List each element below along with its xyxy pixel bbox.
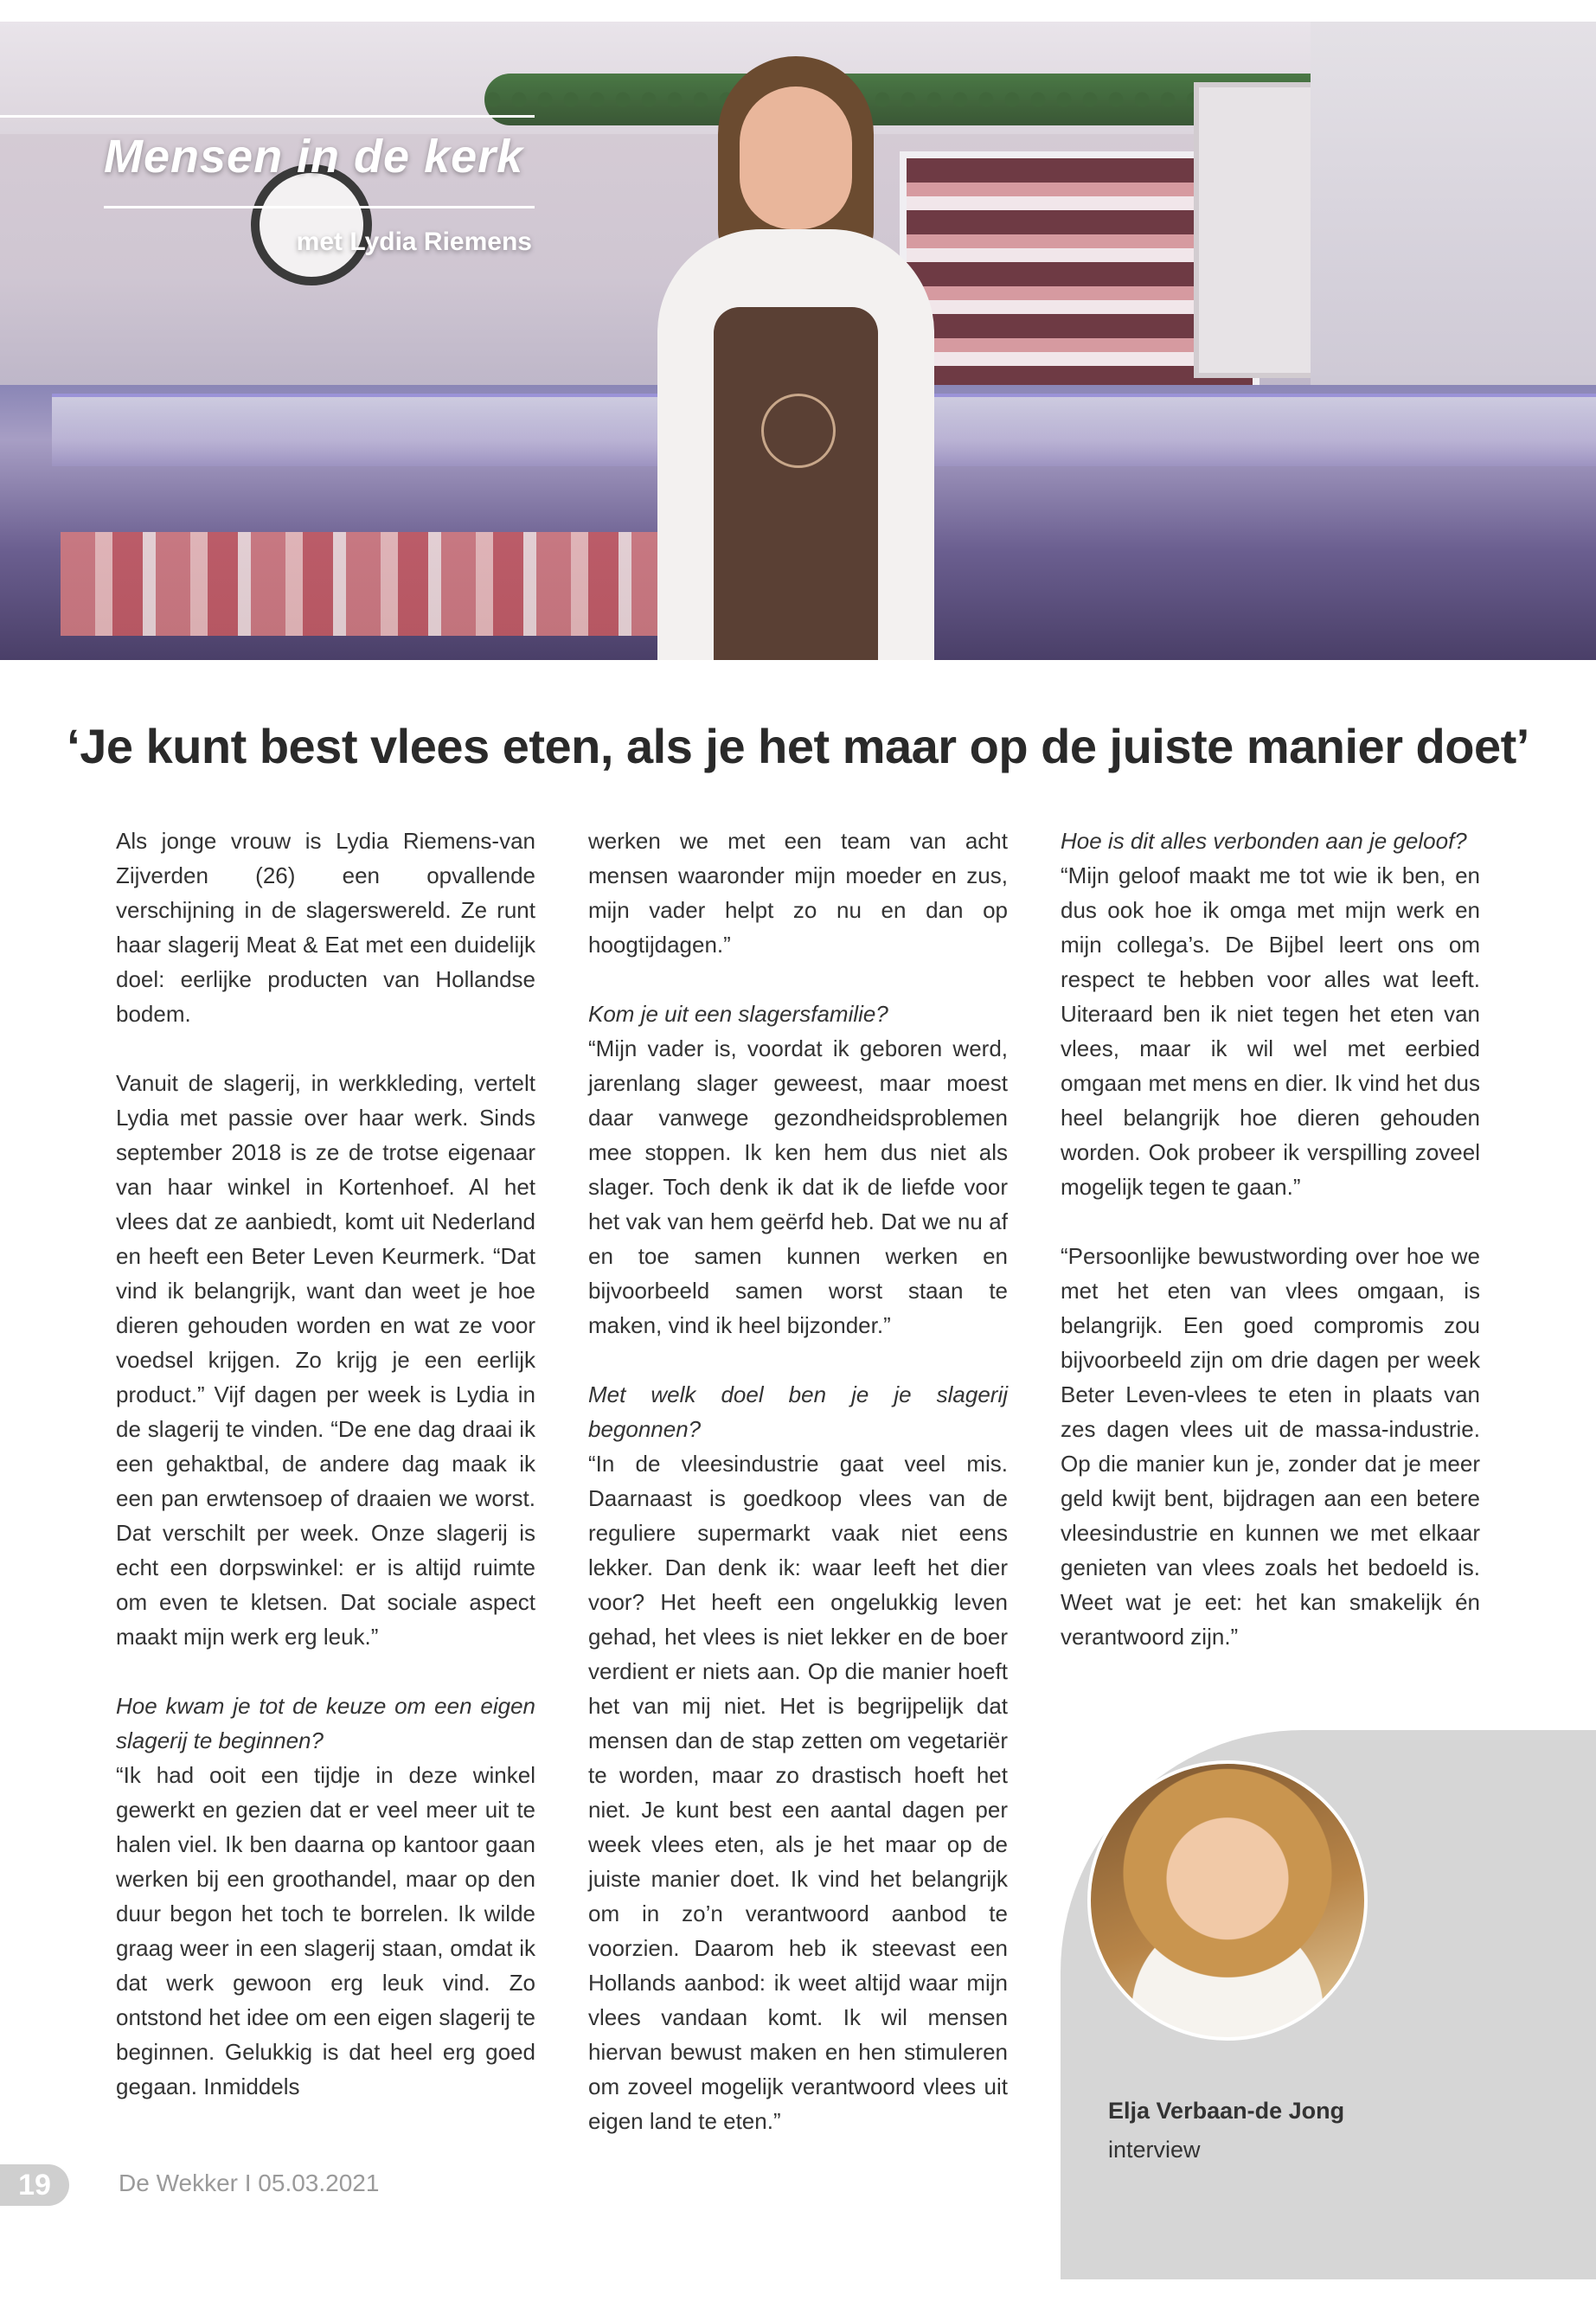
paragraph: werken we met een team van acht mensen waaronder mijn moeder en zus, mijn vader helpt zo nu en dan op hoogtijdagen.” xyxy=(588,828,1008,958)
article-column-1 xyxy=(116,824,535,2104)
photo-cabinet xyxy=(1194,82,1317,378)
paragraph: “Mijn geloof maakt me tot wie ik ben, en dus ook hoe ik omga met mijn werk en mijn collega’s. De Bijbel leert ons om respect te hebben voor alles wat leeft. Uiteraard ben ik niet tegen het eten van vlees, maar ik wil wel met eerbied omgaan met mens en dier. Ik vind het dus heel belangrijk hoe dieren gehouden worden. Ook probeer ik verspilling zoveel mogelijk tegen te gaan.” xyxy=(1061,862,1480,1200)
section-subtitle: met Lydia Riemens xyxy=(296,228,532,256)
person-face xyxy=(740,87,852,229)
author-name: Elja Verbaan-de Jong xyxy=(1108,2098,1345,2124)
page-number: 19 xyxy=(0,2164,69,2206)
photo-person xyxy=(623,48,969,660)
publication-footer: De Wekker I 05.03.2021 xyxy=(119,2170,380,2196)
paragraph: “Mijn vader is, voordat ik geboren werd, jarenlang slager geweest, maar moest daar vanwege gezondheidsproblemen mee stoppen. Ik ken hem dus niet als slager. Toch denk ik dat ik de liefde voor het vak van hem geërfd heb. Dat we nu af en toe samen kunnen werken en bijvoorbeeld samen worst staan te maken, vind ik heel bijzonder.” xyxy=(588,1035,1008,1338)
interview-question: Hoe kwam je tot de keuze om een eigen slagerij te beginnen? xyxy=(116,1693,535,1753)
person-apron xyxy=(714,307,878,660)
section-title: Mensen in de kerk xyxy=(104,131,524,183)
interview-question: Met welk doel ben je je slagerij begonnen? xyxy=(588,1381,1008,1442)
title-rule-bottom xyxy=(104,206,535,208)
paragraph: “Ik had ooit een tijdje in deze winkel gewerkt en gezien dat er veel meer uit te halen viel. Ik ben daarna op kantoor gaan werken bij een groothandel, maar op den duur begon het toch te borrelen. Ik wilde graag weer in een slagerij staan, omdat ik dat werk gewoon erg leuk vind. Zo ontstond het idee om een eigen slagerij te beginnen. Gelukkig is dat heel erg goed gegaan. Inmiddels xyxy=(116,1762,535,2099)
paragraph: Als jonge vrouw is Lydia Riemens-van Zijverden (26) een opvallende verschijning in de slagerswereld. Ze runt haar slagerij Meat & Eat met een duidelijk doel: eerlijke producten van Hollandse bodem. xyxy=(116,828,535,1027)
interview-question: Hoe is dit alles verbonden aan je geloof? xyxy=(1061,828,1467,854)
photo-meat-display xyxy=(61,532,666,636)
title-rule-top xyxy=(0,115,535,118)
author-avatar xyxy=(1087,1760,1368,2041)
author-role: interview xyxy=(1108,2137,1201,2163)
paragraph: Vanuit de slagerij, in werkkleding, vertelt Lydia met passie over haar werk. Sinds september 2018 is ze de trotse eigenaar van haar winkel in Kortenhoef. Al het vlees dat ze aanbiedt, komt uit Nederland en heeft een Beter Leven Keurmerk. “Dat vind ik belangrijk, want dan weet je hoe dieren gehouden worden en wat ze voor voedsel krijgen. Zo krijg je een eerlijk product.” Vijf dagen per week is Lydia in de slagerij te vinden. “De ene dag draai ik een gehaktbal, de andere dag maak ik een pan erwtensoep of draaien we worst. Dat verschilt per week. Onze slagerij is echt een dorpswinkel: er is altijd ruimte om even te kletsen. Dat sociale aspect maakt mijn werk erg leuk.” xyxy=(116,1070,535,1650)
article-column-3 xyxy=(1061,824,1480,1654)
paragraph: “Persoonlijke bewustwording over hoe we met het eten van vlees omgaan, is belangrijk. Een goed compromis zou bijvoorbeeld zijn om drie dagen per week Beter Leven-vlees te eten in plaats van zes dagen vlees uit de massa-industrie. Op die manier kun je, zonder dat je meer geld kwijt bent, bijdragen aan een betere vleesindustrie en kunnen we met elkaar genieten van vlees zoals het bedoeld is. Weet wat je eet: het kan smakelijk én verantwoord zijn.” xyxy=(1061,1243,1480,1650)
paragraph: “In de vleesindustrie gaat veel mis. Daarnaast is goedkoop vlees van de reguliere supermarkt vaak niet eens lekker. Dan denk ik: waar leeft het dier voor? Het heeft een ongelukkig leven gehad, het vlees is niet lekker en de boer verdient er niets aan. Op die manier hoeft het van mij niet. Het is begrijpelijk dat mensen dan de stap zetten om vegetariër te worden, maar zo drastisch hoeft het niet. Je kunt best een aantal dagen per week vlees eten, als je het maar op de juiste manier doet. Ik vind het belangrijk om in zo’n verantwoord aanbod te voorzien. Daarom heb ik steevast een Hollands aanbod: ik weet altijd waar mijn vlees vandaan komt. Ik wil mensen hiervan bewust maken en hen stimuleren om zoveel mogelijk verantwoord vlees uit eigen land te eten.” xyxy=(588,1451,1008,2134)
article-column-2 xyxy=(588,824,1008,2138)
apron-logo-icon xyxy=(761,394,836,468)
interview-question: Kom je uit een slagersfamilie? xyxy=(588,1001,888,1027)
article-headline: ‘Je kunt best vlees eten, als je het maar op de juiste manier doet’ xyxy=(67,719,1529,773)
